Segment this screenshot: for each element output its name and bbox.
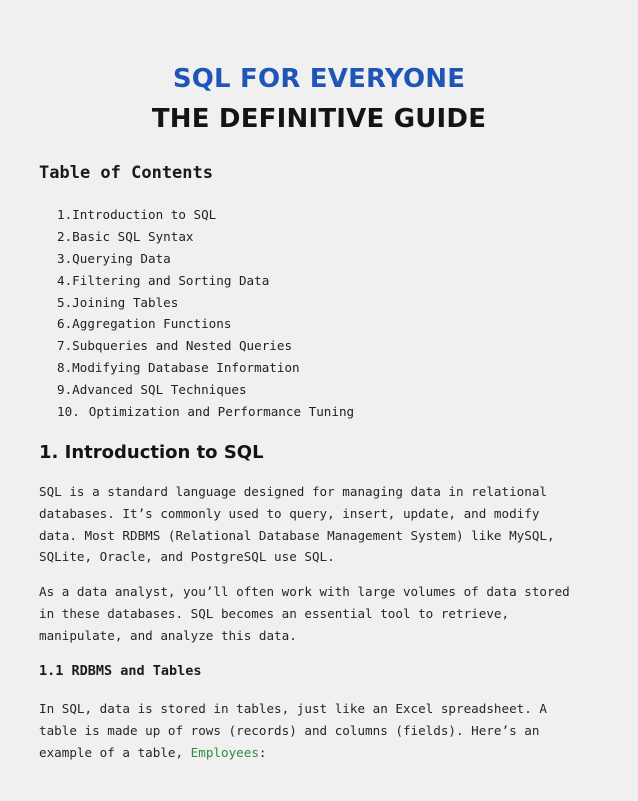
intro-paragraph-1 — [39, 481, 609, 568]
toc-item — [57, 292, 354, 314]
subsection-heading-rdbms: 1.1 RDBMS and Tables — [39, 663, 202, 679]
toc-item-number: 5. — [57, 294, 73, 310]
toc-item-number: 7. — [57, 338, 73, 354]
toc-item-number: 4. — [57, 272, 73, 288]
toc-item-label: Introduction to SQL — [72, 207, 217, 222]
paragraph-line: SQL is a standard language designed for managing data in relational — [39, 484, 547, 499]
intro-paragraph-2 — [39, 581, 609, 646]
paragraph-line: In SQL, data is stored in tables, just like an Excel spreadsheet. A — [39, 701, 547, 716]
toc-item-label: Subqueries and Nested Queries — [72, 338, 293, 354]
toc-item-number: 10. — [57, 404, 80, 420]
rdbms-paragraph — [39, 698, 609, 763]
table-name-highlight: Employees — [190, 744, 259, 760]
paragraph-line: databases. It’s commonly used to query, insert, update, and modify — [39, 505, 540, 521]
toc-item — [57, 357, 354, 379]
paragraph-line: manipulate, and analyze this data. — [39, 627, 297, 643]
paragraph-line: in these databases. SQL becomes an essential tool to retrieve, — [39, 605, 510, 621]
toc-item-label: Modifying Database Information — [72, 360, 300, 376]
paragraph-text: example of a table, — [39, 744, 191, 760]
toc-item — [57, 401, 354, 423]
toc-item-number: 1. — [57, 207, 73, 222]
toc-item-label: Advanced SQL Techniques — [72, 382, 247, 398]
toc-item-label: Filtering and Sorting Data — [72, 272, 270, 288]
toc-item-number: 3. — [57, 250, 73, 266]
toc-item-label: Aggregation Functions — [72, 316, 232, 332]
toc-item-number: 2. — [57, 228, 73, 244]
toc-item-number: 8. — [57, 360, 73, 376]
toc-item-number: 6. — [57, 316, 73, 332]
toc-item — [57, 335, 354, 357]
title-line-1: SQL FOR EVERYONE — [172, 64, 466, 94]
toc-item — [57, 204, 354, 226]
section-heading-introduction: 1. Introduction to SQL — [39, 442, 264, 463]
toc-item — [57, 270, 354, 292]
toc-list — [57, 204, 354, 423]
paragraph-text: : — [258, 744, 267, 760]
toc-item-label: Optimization and Performance Tuning — [88, 404, 355, 420]
paragraph-line — [39, 742, 609, 764]
toc-heading: Table of Contents — [39, 163, 213, 183]
toc-item — [57, 226, 354, 248]
paragraph-line: As a data analyst, you’ll often work with large volumes of data stored — [39, 584, 570, 599]
toc-item — [57, 313, 354, 335]
title-line-2: THE DEFINITIVE GUIDE — [151, 104, 487, 134]
toc-item-label: Joining Tables — [72, 294, 179, 310]
toc-item-label: Querying Data — [72, 250, 171, 266]
toc-item — [57, 248, 354, 270]
toc-item-number: 9. — [57, 382, 73, 398]
paragraph-line: SQLite, Oracle, and PostgreSQL use SQL. — [39, 549, 335, 565]
toc-item-label: Basic SQL Syntax — [72, 228, 194, 244]
paragraph-line: data. Most RDBMS (Relational Database Management System) like MySQL, — [39, 527, 555, 543]
paragraph-line: table is made up of rows (records) and columns (fields). Here’s an — [39, 722, 540, 738]
toc-item — [57, 379, 354, 401]
